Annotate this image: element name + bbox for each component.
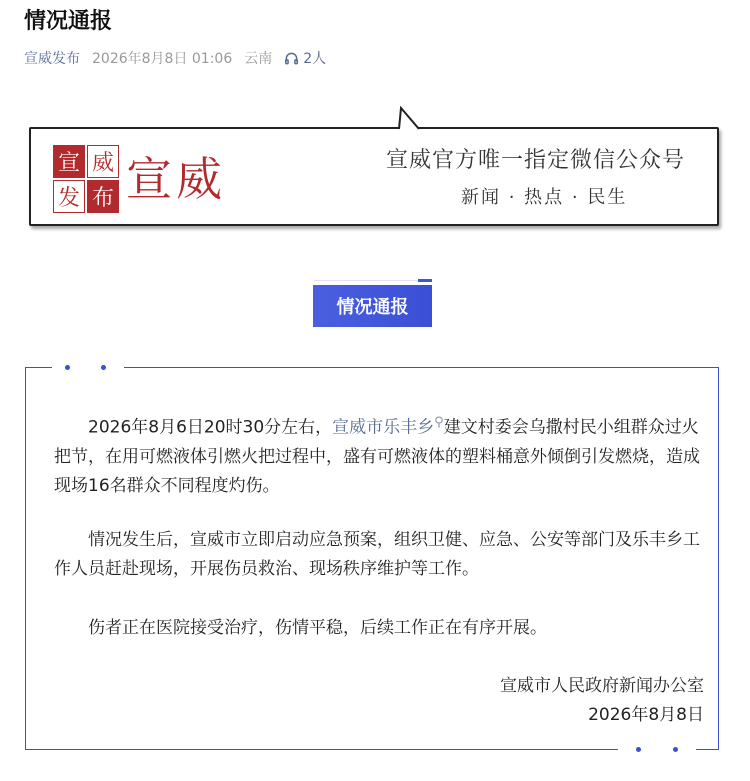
article-title: 情况通报 [24, 9, 113, 34]
brand-name: 宣威 [126, 152, 226, 206]
speech-bubble-notch [397, 106, 421, 130]
account-name-link[interactable]: 宣威发布 [24, 51, 80, 67]
publish-datetime: 2026年8月8日 01:06 [92, 51, 233, 67]
publish-region: 云南 [244, 51, 273, 67]
frame-gap-bottom [618, 746, 696, 753]
place-link[interactable]: 宣威市乐丰乡 [332, 417, 435, 438]
section-tag-rule [314, 280, 432, 281]
notice-paragraph-3: 伤者正在医院接受治疗，伤情平稳，后续工作正在有序开展。 [88, 618, 547, 638]
p1-text-end: 建文村委会乌撒村民小组群众过火把节，在用可燃液体引燃火把过程中，盛有可燃液体的塑料桶意外倾倒引发燃烧，造成现场16名群众不同程度灼伤。 [54, 417, 700, 496]
section-tag: 情况通报 [313, 285, 432, 327]
listener-count: 2人 [303, 51, 327, 67]
listen-button[interactable] [284, 48, 326, 68]
banner-slogan: 宣威官方唯一指定微信公众号 [386, 148, 686, 173]
notice-signature: 宣威市人民政府新闻办公室 [500, 676, 704, 696]
section-tag-accent [418, 279, 432, 282]
notice-paragraph-2: 情况发生后，宣威市立即启动应急预案，组织卫健、应急、公安等部门及乐丰乡工作人员赶赴现场，开展伤员救治、现场秩序维护等工作。 [54, 530, 700, 579]
article-meta [24, 48, 326, 68]
decor-dot [101, 365, 106, 370]
decor-dot [636, 747, 641, 752]
notice-paragraph-1 [54, 408, 704, 501]
seal-char: 宣 [53, 145, 85, 178]
brand-seal-logo [53, 145, 119, 209]
decor-dot [673, 747, 678, 752]
official-account-banner [29, 127, 719, 226]
decor-dot [65, 365, 70, 370]
banner-tags: 新闻 · 热点 · 民生 [461, 187, 628, 208]
headphones-icon [284, 51, 299, 66]
frame-gap-top [52, 364, 124, 371]
seal-char: 发 [53, 180, 85, 213]
seal-char: 布 [87, 180, 119, 213]
notice-date: 2026年8月8日 [588, 705, 704, 725]
seal-char: 威 [87, 145, 119, 178]
search-icon[interactable]: ⚲ [434, 415, 444, 430]
p1-text-start: 2026年8月6日20时30分左右， [88, 417, 333, 438]
